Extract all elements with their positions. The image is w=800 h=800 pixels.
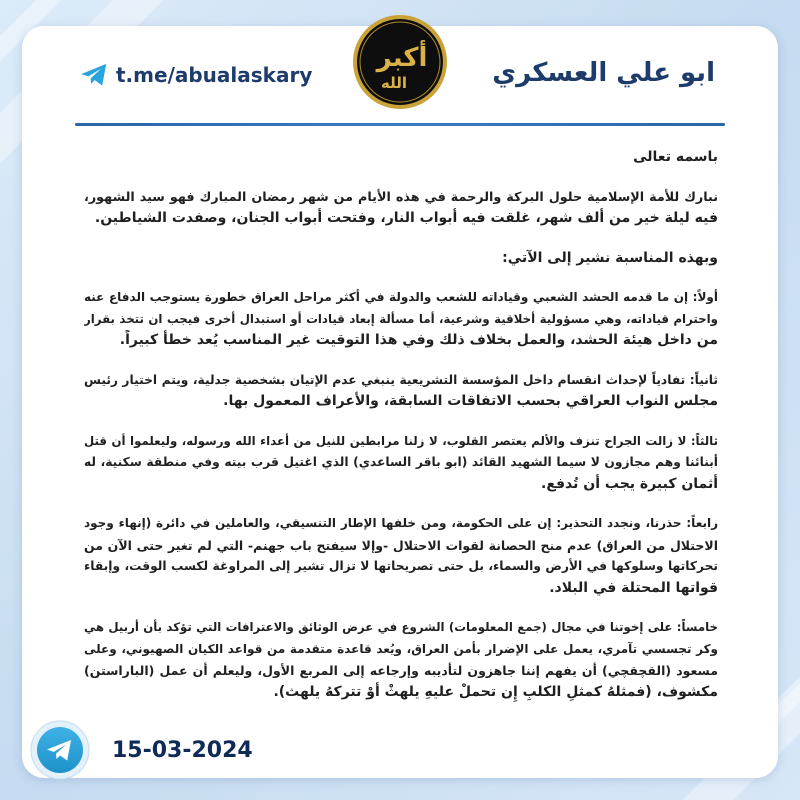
paragraph-line: أولاً: إن ما قدمه الحشد الشعبي وقياداته للشعب والدولة في أكثر مراحل العراق خطورة يستوجب الدفاع عنه [84,290,718,304]
statement-body [84,147,718,703]
paragraph-first [84,287,718,352]
paragraph-line: مجلس النواب العراقي بحسب الاتفاقات السابقة، والأعراف المعمول بها. [223,393,718,409]
logo-text-bottom: الله [381,74,407,92]
telegram-icon [80,62,108,88]
paragraph-line: أثمان كبيرة يجب أن تُدفع. [541,475,718,492]
post-date: 15-03-2024 [112,738,253,763]
telegram-icon [30,720,90,780]
paragraph-line: مكشوف، (فمثلهُ كمثلِ الكلبِ إِن تحملْ عليهِ يلهثْ أَوْ تتركهُ يلهث). [273,683,718,700]
opening-line: باسمه تعالى [633,149,718,165]
header-divider [75,123,725,126]
paragraph-line: ثالثاً: لا زالت الجراح تنزف والألم يعتصر القلوب، لا زلنا مرابطين للنيل من أعداء الله ورسوله، وليعلموا أن قتل [84,433,718,448]
paragraph-line: من داخل هيئة الحشد، والعمل بخلاف ذلك وفي هذا التوقيت غير المناسب يُعد خطأً كبيراً. [119,332,718,348]
paragraph-line: قواتها المحتلة في البلاد. [549,579,718,596]
paragraph-second [84,370,718,413]
paragraph-line: وبهذه المناسبة نشير إلى الآتي: [502,249,718,266]
paragraph-fourth [84,513,718,599]
paragraph-line: رابعاً: حذرنا، ونجدد التحذير: إن على الحكومة، ومن خلفها الإطار التنسيقي، والعاملين في دائرة (إنهاء وجود [84,516,718,530]
logo-text-top: أكبر [376,43,428,73]
paragraph-line: وكر تجسسي تآمري، يعمل على الإضرار بأمن العراق، ويُعد قاعدة متقدمة من قواعد الكيان الصهيوني، وعلى [84,641,718,656]
paragraph-line: واحترام قياداته، وهي مسؤولية أخلاقية وشرعية، أما مسألة إبعاد قيادات أو استبدال أخرى فيجب ان تتخذ بقرار [84,311,718,326]
paragraph-line: أبنائنا وهم مجازون لا سيما الشهيد القائد (ابو باقر الساعدي) الذي اغتيل قرب بيته وفي منطقة سكنية، له [84,455,718,469]
paragraph-line: خامساً: على إخوتنا في مجال (جمع المعلومات) الشروع في عرض الوثائق والاعترافات التي تؤكد بأن أربيل هي [84,620,718,634]
paragraph-intro [84,248,718,270]
paragraph-line: تحركاتها وسلوكها في الأرض والسماء، بل حتى تصريحاتها لا تزال تشير إلى المراوغة لكسب الوقت، وإبقاء [84,559,718,573]
paragraph-line: الاحتلال من العراق) عدم منح الحصانة لقوات الاحتلال -وإلا سيفتح باب جهنم- التي لم تغير حتى الآن من [84,537,718,553]
paragraph-line: مسعود (القچقچي) أن يفهم إننا جاهزون لتأديبه وإرجاعه إلى المربع الأول، وليعلم أن عمل (الباراستن) [84,663,718,678]
paragraph-greeting [84,187,718,230]
paragraph-third [84,431,718,496]
paragraph-line: نبارك للأمة الإسلامية حلول البركة والرحمة في هذه الأيام من شهر رمضان المبارك فهو سيد الشهور، [84,189,718,205]
takbir-logo [352,14,448,110]
author-name: ابو علي العسكري [492,58,715,88]
paragraph-line: فيه ليلة خير من ألف شهر، غلقت فيه أبواب النار، وفتحت أبواب الجنان، وصفدت الشياطين. [94,210,718,226]
paragraph-fifth [84,617,718,703]
channel-link: t.me/abualaskary [116,63,313,87]
paragraph-line: ثانياً: تفادياً لإحداث انقسام داخل المؤسسة التشريعية ينبغي عدم الإتيان بشخصية جدلية، ويتم اختيار رئيس [84,372,718,387]
